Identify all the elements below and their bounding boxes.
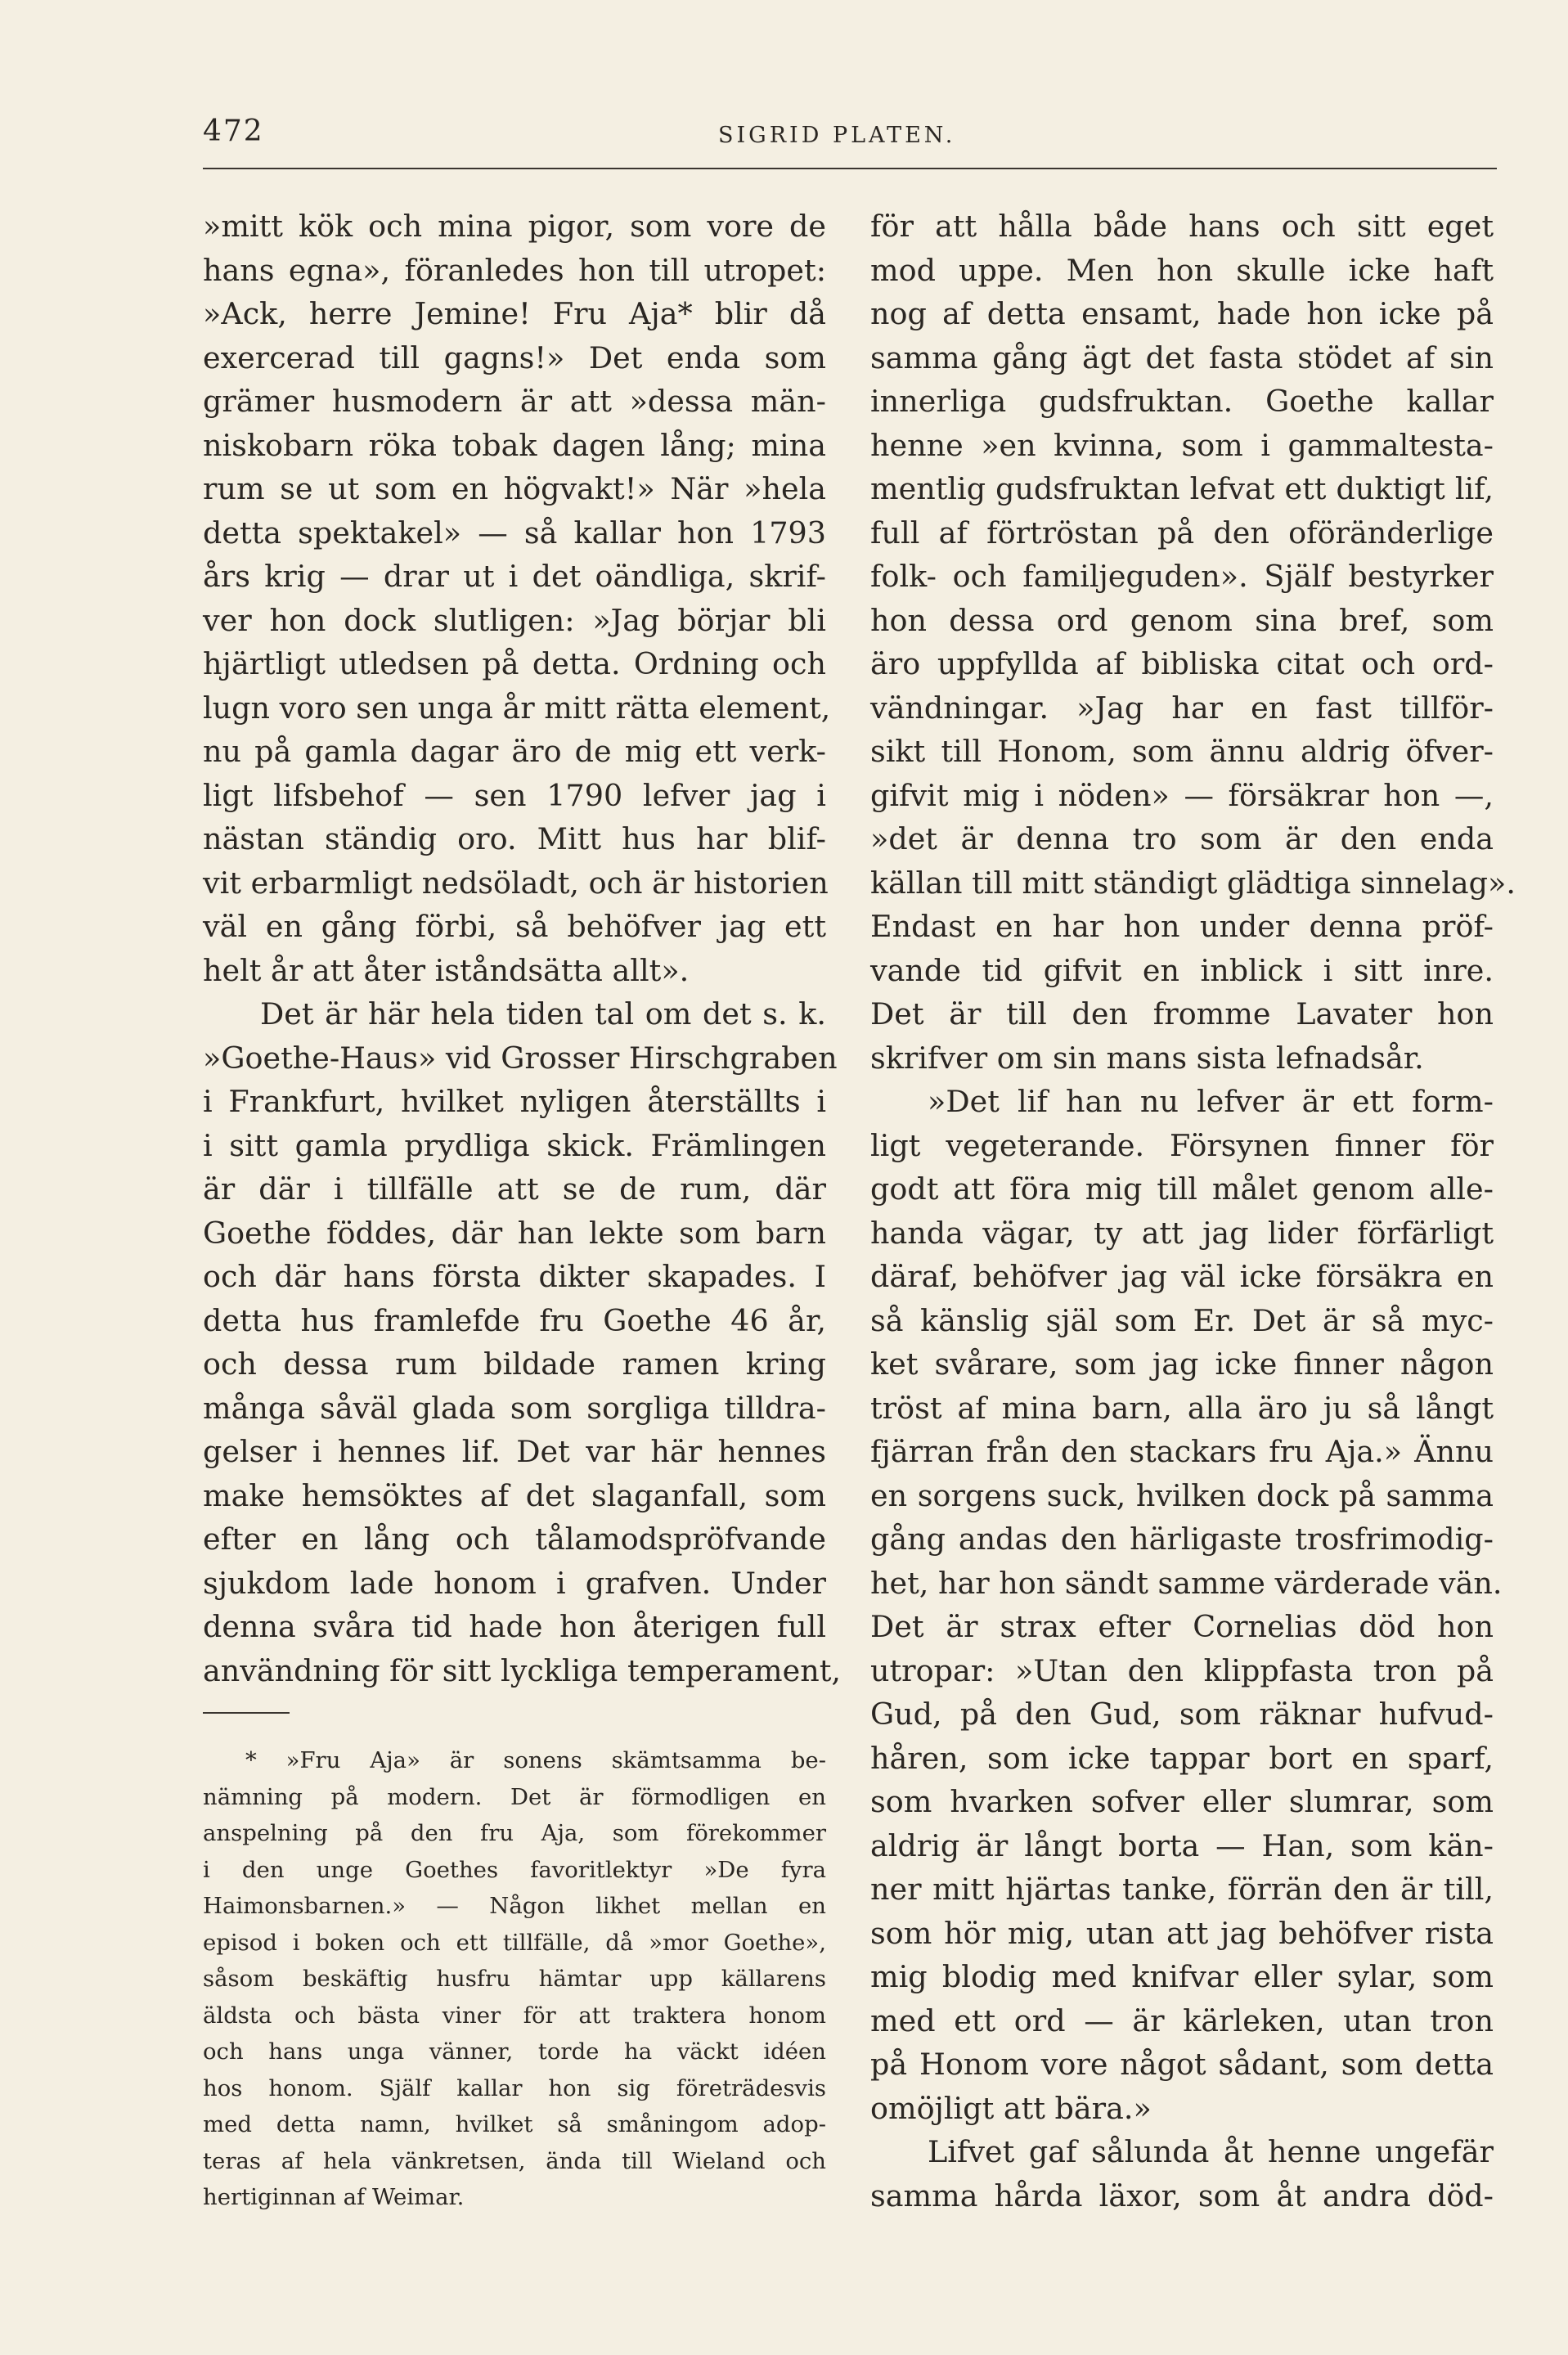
footnote-line: såsom beskäftig husfru hämtar upp källarens [203, 1966, 826, 1992]
text-line: en sorgens suck, hvilken dock på samma [870, 1477, 1494, 1513]
text-line: nästan ständig oro. Mitt hus har blif- [203, 821, 826, 856]
footnote-rule [203, 1712, 290, 1714]
text-line: som hör mig, utan att jag behöfver rista [870, 1915, 1494, 1951]
text-line: aldrig är långt borta — Han, som kän- [870, 1827, 1494, 1863]
text-line: mod uppe. Men hon skulle icke haft [870, 252, 1494, 288]
paragraph-start-line: »Det lif han nu lefver är ett form- [928, 1084, 1494, 1119]
paragraph-start-line: Lifvet gaf sålunda åt henne ungefär [928, 2134, 1494, 2169]
text-line: vändningar. »Jag har en fast tillför- [870, 690, 1494, 726]
footnote-line: episod i boken och ett tillfälle, då »mor Goethe», [203, 1929, 826, 1956]
text-line: samma hårda läxor, som åt andra död- [870, 2177, 1494, 2213]
text-line: efter en lång och tålamodspröfvande [203, 1521, 826, 1557]
text-line: mentlig gudsfruktan lefvat ett duktigt lif, [870, 471, 1494, 506]
text-line: sjukdom lade honom i grafven. Under [203, 1565, 826, 1601]
text-line: hans egna», föranledes hon till utropet: [203, 252, 826, 288]
text-line: »Goethe-Haus» vid Grosser Hirschgraben [203, 1040, 838, 1076]
text-line: handa vägar, ty att jag lider förfärligt [870, 1215, 1494, 1251]
text-line: äro uppfyllda af bibliska citat och ord- [870, 646, 1494, 681]
text-line: ver hon dock slutligen: »Jag börjar bli [203, 602, 826, 638]
text-line: nog af detta ensamt, hade hon icke på [870, 296, 1494, 331]
text-line: het, har hon sändt samme värderade vän. [870, 1565, 1503, 1601]
text-line: ket svårare, som jag icke finner någon [870, 1346, 1494, 1382]
text-line: väl en gång förbi, så behöfver jag ett [203, 909, 826, 944]
text-line: ligt lifsbehof — sen 1790 lefver jag i [203, 777, 826, 813]
text-line: gelser i hennes lif. Det var här hennes [203, 1434, 826, 1469]
text-line: niskobarn röka tobak dagen lång; mina [203, 427, 826, 463]
text-line: Det är strax efter Cornelias död hon [870, 1609, 1494, 1644]
text-line: detta hus framlefde fru Goethe 46 år, [203, 1302, 826, 1338]
text-line: användning för sitt lyckliga temperament, [203, 1652, 842, 1688]
text-line: hon dessa ord genom sina bref, som [870, 602, 1494, 638]
footnote-line: med detta namn, hvilket så småningom adop- [203, 2111, 826, 2137]
text-line: »mitt kök och mina pigor, som vore de [203, 209, 826, 244]
text-line: exercerad till gagns!» Det enda som [203, 339, 826, 375]
text-line: »Ack, herre Jemine! Fru Aja* blir då [203, 296, 826, 331]
text-line: fjärran från den stackars fru Aja.» Ännu [870, 1434, 1494, 1469]
text-line: håren, som icke tappar bort en sparf, [870, 1740, 1494, 1776]
text-line: års krig — drar ut i det oändliga, skrif- [203, 559, 826, 594]
text-line: nu på gamla dagar äro de mig ett verk- [203, 734, 826, 769]
text-line: hjärtligt utledsen på detta. Ordning och [203, 646, 826, 681]
text-line: denna svåra tid hade hon återigen full [203, 1609, 826, 1644]
text-line: sikt till Honom, som ännu aldrig öfver- [870, 734, 1494, 769]
text-line: Det är till den fromme Lavater hon [870, 996, 1494, 1031]
running-head: SIGRID PLATEN. [718, 123, 956, 148]
footnote-line: äldsta och bästa viner för att traktera honom [203, 2002, 826, 2029]
text-line: Goethe föddes, där han lekte som barn [203, 1215, 826, 1251]
text-line: och där hans första dikter skapades. I [203, 1259, 826, 1294]
text-line: innerliga gudsfruktan. Goethe kallar [870, 384, 1494, 419]
text-line: gång andas den härligaste trosfrimodig- [870, 1521, 1494, 1557]
text-line: ligt vegeterande. Försynen finner för [870, 1127, 1494, 1163]
text-line: tröst af mina barn, alla äro ju så långt [870, 1390, 1494, 1426]
text-line: folk- och familjeguden». Själf bestyrker [870, 559, 1494, 594]
footnote-line: anspelning på den fru Aja, som förekommer [203, 1820, 826, 1846]
text-line: godt att föra mig till målet genom alle- [870, 1171, 1494, 1207]
left-column [203, 204, 842, 1692]
footnote-line: teras af hela vänkretsen, ända till Wieland och [203, 2147, 826, 2174]
text-line: som hvarken sofver eller slumrar, som [870, 1784, 1494, 1819]
paragraph-start-line: Det är här hela tiden tal om det s. k. [260, 996, 826, 1031]
text-line: helt år att åter iståndsätta allt». [203, 952, 690, 988]
text-line: ner mitt hjärtas tanke, förrän den är till, [870, 1872, 1494, 1907]
text-line: gifvit mig i nöden» — försäkrar hon —, [870, 777, 1494, 813]
footnote-line: och hans unga vänner, torde ha väckt idéen [203, 2038, 826, 2065]
text-line: mig blodig med knifvar eller sylar, som [870, 1959, 1494, 1994]
text-line: »det är denna tro som är den enda [870, 821, 1494, 856]
text-line: full af förtröstan på den oföränderlige [870, 515, 1494, 551]
footnote-line: i den unge Goethes favoritlektyr »De fyra [203, 1856, 826, 1883]
text-line: utropar: »Utan den klippfasta tron på [870, 1652, 1494, 1688]
header-rule [203, 168, 1497, 169]
text-line: för att hålla både hans och sitt eget [870, 209, 1494, 244]
footnote-line: Haimonsbarnen.» — Någon likhet mellan en [203, 1893, 826, 1919]
footnote-line: hos honom. Själf kallar hon sig företrädesvis [203, 2074, 826, 2101]
text-line: däraf, behöfver jag väl icke försäkra en [870, 1259, 1494, 1294]
text-line: så känslig själ som Er. Det är så myc- [870, 1302, 1494, 1338]
text-line: med ett ord — är kärleken, utan tron [870, 2002, 1494, 2038]
text-line: make hemsöktes af det slaganfall, som [203, 1477, 826, 1513]
text-line: många såväl glada som sorgliga tilldra- [203, 1390, 826, 1426]
footnote [203, 1742, 826, 2216]
text-line: grämer husmodern är att »dessa män- [203, 384, 826, 419]
text-line: i sitt gamla prydliga skick. Främlingen [203, 1127, 826, 1163]
text-line: på Honom vore något sådant, som detta [870, 2047, 1494, 2082]
right-column [870, 204, 1516, 2218]
text-line: i Frankfurt, hvilket nyligen återställts i [203, 1084, 826, 1119]
page-number: 472 [203, 115, 264, 148]
text-line: och dessa rum bildade ramen kring [203, 1346, 826, 1382]
text-line: vit erbarmligt nedsöladt, och är historien [203, 865, 829, 901]
text-line: henne »en kvinna, som i gammaltesta- [870, 427, 1494, 463]
text-line: skrifver om sin mans sista lefnadsår. [870, 1040, 1424, 1076]
footnote-line: * »Fru Aja» är sonens skämtsamma be- [245, 1747, 826, 1773]
text-line: detta spektakel» — så kallar hon 1793 [203, 515, 826, 551]
text-line: källan till mitt ständigt glädtiga sinnelag». [870, 865, 1516, 901]
text-line: omöjligt att bära.» [870, 2090, 1152, 2126]
text-line: samma gång ägt det fasta stödet af sin [870, 339, 1494, 375]
text-line: lugn voro sen unga år mitt rätta element, [203, 690, 831, 726]
text-line: Endast en har hon under denna pröf- [870, 909, 1494, 944]
footnote-line: nämning på modern. Det är förmodligen en [203, 1783, 826, 1810]
text-line: Gud, på den Gud, som räknar hufvud- [870, 1697, 1494, 1732]
text-line: rum se ut som en högvakt!» När »hela [203, 471, 826, 506]
footnote-line: hertiginnan af Weimar. [203, 2184, 465, 2210]
text-line: vande tid gifvit en inblick i sitt inre. [870, 952, 1494, 988]
text-line: är där i tillfälle att se de rum, där [203, 1171, 826, 1207]
